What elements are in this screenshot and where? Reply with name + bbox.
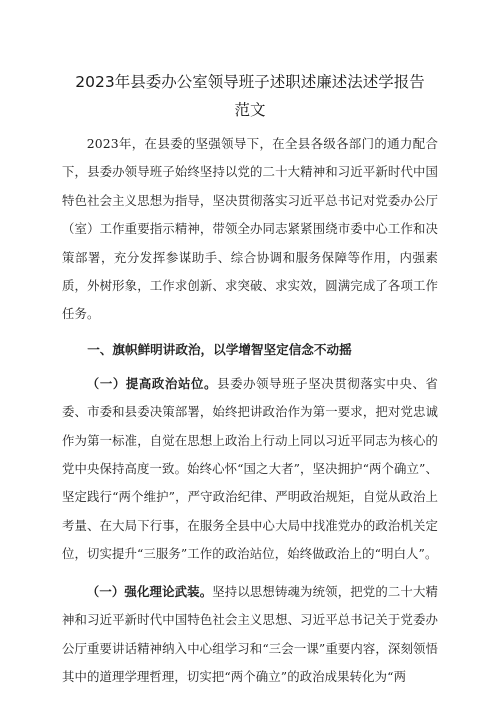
paragraph-body: 县委办领导班子坚决贯彻落实中央、省委、市委和县委决策部署，始终把讲政治作为第一要求，把对党忠诚作为第一标准，自觉在思想上政治上行动上同以习近平同志为核心的党中央保持高度一致。始终心怀“国之大者”，坚决拥护“两个确立”、坚定践行“两个维护”，严守政治纪律、严明政治规矩，自觉从政治上考量、在大局下行事，在服务全县中心大局中找准党办的政治机关定位，切实提升“三服务”工作的政治站位，始终做政治上的“明白人”。 <box>62 375 439 562</box>
paragraph-body: 坚持以思想铸魂为统领，把党的二十大精神和习近平新时代中国特色社会主义思想、习近平总书记关于党委办公厅重要讲话精神纳入中心组学习和“三会一课”重要内容，深刻领悟其中的道理学理哲理，切实把“两个确立”的政治成果转化为“两 <box>62 583 438 684</box>
paragraph-lead-heading: （一）提高政治站位。 <box>86 375 218 391</box>
paragraph-gap <box>62 569 438 578</box>
paragraph-theory-study <box>62 578 438 692</box>
document-title-line2: 范文 <box>234 101 266 119</box>
paragraph-political-stance <box>62 370 438 569</box>
section-heading: 一、旗帜鲜明讲政治，以学增智坚定信念不动摇 <box>87 341 352 357</box>
intro-paragraph: 2023年，在县委的坚强领导下，在全县各级各部门的通力配合下，县委办领导班子始终坚持以党的二十大精神和习近平新时代中国特色社会主义思想为指导，坚决贯彻落实习近平总书记对党委办公厅（室）工作重要指示精神，带领全办同志紧紧围绕市委中心工作和决策部署，充分发挥参谋助手、综合协调和服务保障等作用，内强素质，外树形象，工作求创新、求突破、求实效，圆满完成了各项工作任务。 <box>62 136 438 322</box>
paragraph-lead-heading: （一）强化理论武装。 <box>86 583 213 599</box>
document-title-line1: 2023年县委办公室领导班子述职述廉述法述学报告 <box>75 73 425 91</box>
